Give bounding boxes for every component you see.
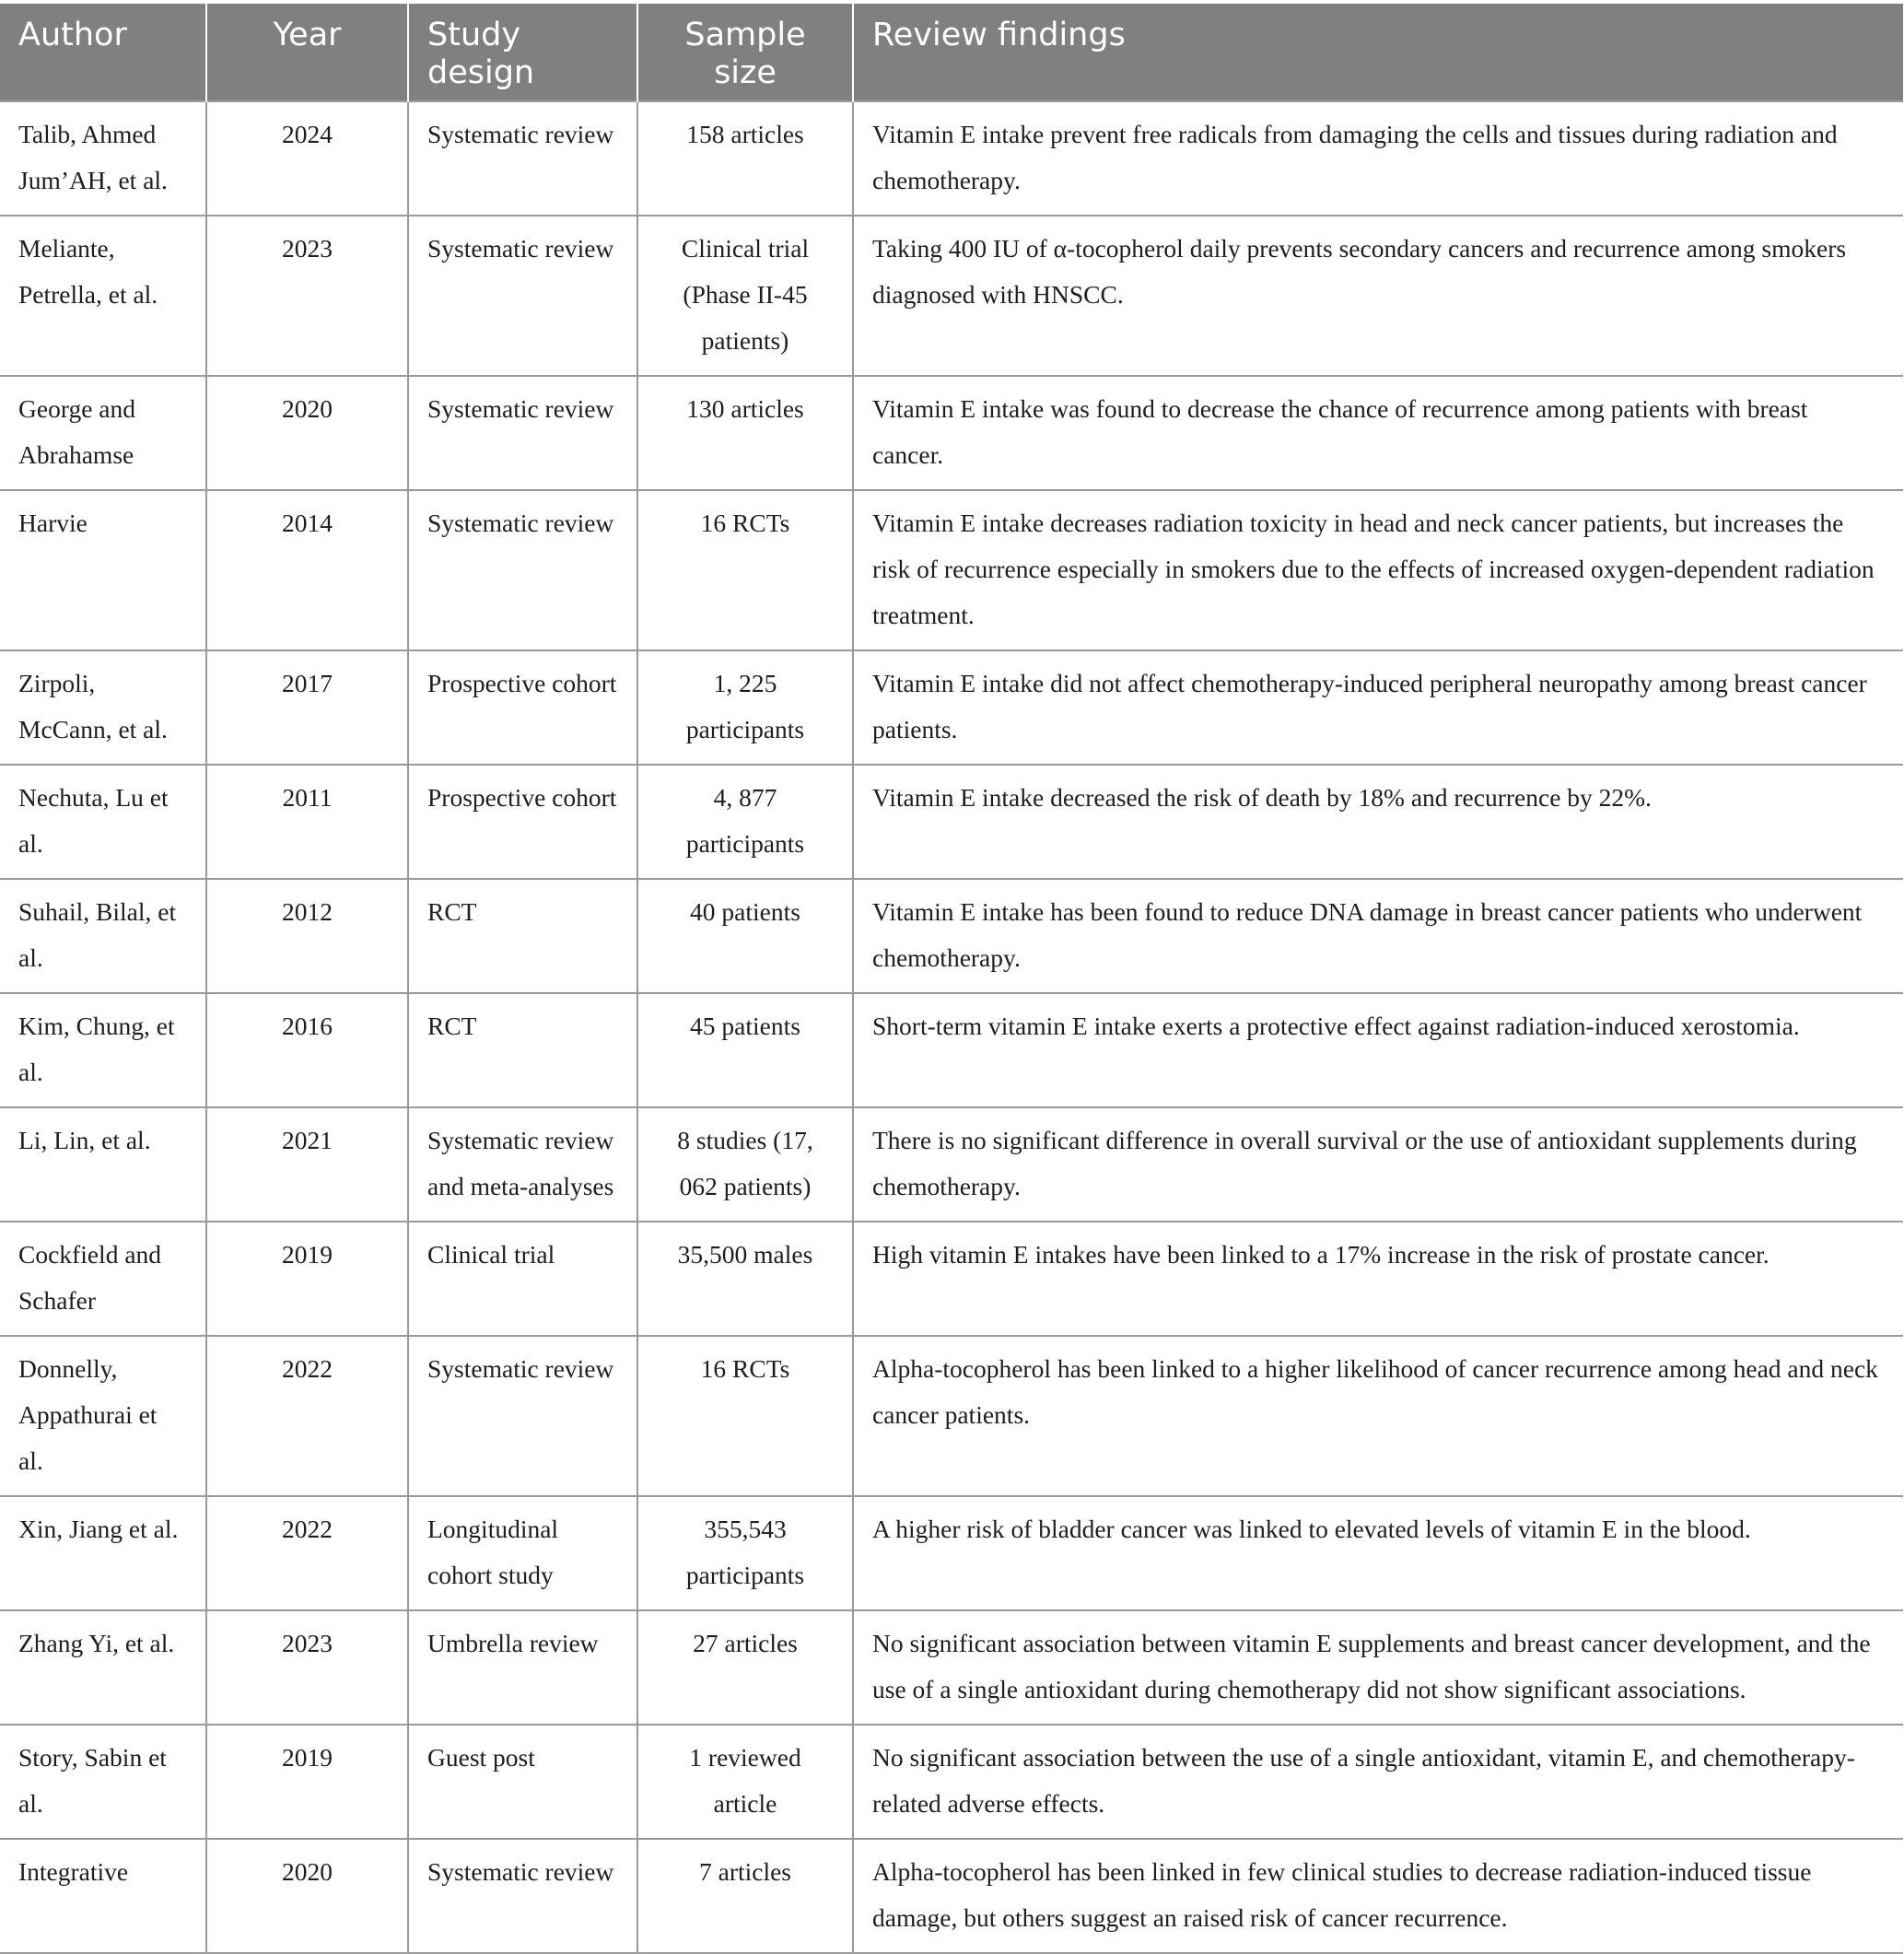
cell-year: 2023 (206, 1610, 408, 1725)
cell-review-findings: Vitamin E intake has been found to reduce DNA damage in breast cancer patients who underwent chemotherapy. (853, 879, 1903, 993)
table-row (0, 1336, 1903, 1496)
table-row (0, 1222, 1903, 1336)
cell-sample-size: 355,543 participants (637, 1496, 853, 1610)
cell-study-design: Systematic review (408, 101, 637, 216)
header-author: Author (0, 4, 206, 101)
cell-study-design: Systematic review (408, 216, 637, 376)
cell-author: George and Abrahamse (0, 376, 206, 490)
cell-review-findings: Vitamin E intake prevent free radicals from damaging the cells and tissues during radiation and chemotherapy. (853, 101, 1903, 216)
table-row (0, 490, 1903, 650)
cell-review-findings: Vitamin E intake did not affect chemotherapy-induced peripheral neuropathy among breast cancer patients. (853, 650, 1903, 765)
cell-review-findings: Alpha-tocopherol has been linked to a higher likelihood of cancer recurrence among head and neck cancer patients. (853, 1336, 1903, 1496)
review-table (0, 4, 1903, 1954)
cell-sample-size: 35,500 males (637, 1222, 853, 1336)
cell-sample-size: 130 articles (637, 376, 853, 490)
cell-year: 2023 (206, 216, 408, 376)
cell-year: 2016 (206, 993, 408, 1107)
cell-year: 2020 (206, 1839, 408, 1953)
cell-study-design: Umbrella review (408, 1610, 637, 1725)
header-review-findings: Review findings (853, 4, 1903, 101)
cell-sample-size: 1 reviewed article (637, 1725, 853, 1839)
cell-review-findings: High vitamin E intakes have been linked to a 17% increase in the risk of prostate cancer. (853, 1222, 1903, 1336)
cell-review-findings: No significant association between vitamin E supplements and breast cancer development, and the use of a single antioxidant during chemotherapy did not show significant associations. (853, 1610, 1903, 1725)
cell-year: 2022 (206, 1496, 408, 1610)
header-row (0, 4, 1903, 101)
cell-review-findings: No significant association between the use of a single antioxidant, vitamin E, and chemotherapy-related adverse effects. (853, 1725, 1903, 1839)
header-study-design: Study design (408, 4, 637, 101)
cell-study-design: Prospective cohort (408, 650, 637, 765)
cell-author: Harvie (0, 490, 206, 650)
cell-sample-size: 45 patients (637, 993, 853, 1107)
cell-author: Kim, Chung, et al. (0, 993, 206, 1107)
cell-author: Donnelly, Appathurai et al. (0, 1336, 206, 1496)
table-row (0, 993, 1903, 1107)
cell-review-findings: A higher risk of bladder cancer was linked to elevated levels of vitamin E in the blood. (853, 1496, 1903, 1610)
cell-author: Li, Lin, et al. (0, 1107, 206, 1222)
cell-year: 2011 (206, 765, 408, 879)
cell-study-design: Systematic review (408, 376, 637, 490)
cell-study-design: Longitudinal cohort study (408, 1496, 637, 1610)
table-row (0, 101, 1903, 216)
cell-study-design: RCT (408, 993, 637, 1107)
cell-review-findings: Vitamin E intake was found to decrease the chance of recurrence among patients with breast cancer. (853, 376, 1903, 490)
cell-review-findings: Vitamin E intake decreased the risk of death by 18% and recurrence by 22%. (853, 765, 1903, 879)
cell-author: Meliante, Petrella, et al. (0, 216, 206, 376)
cell-sample-size: Clinical trial (Phase II-45 patients) (637, 216, 853, 376)
cell-year: 2020 (206, 376, 408, 490)
review-table-container (0, 4, 1904, 1954)
cell-author: Zhang Yi, et al. (0, 1610, 206, 1725)
table-row (0, 376, 1903, 490)
cell-sample-size: 40 patients (637, 879, 853, 993)
cell-author: Suhail, Bilal, et al. (0, 879, 206, 993)
cell-study-design: Systematic review (408, 1839, 637, 1953)
cell-sample-size: 16 RCTs (637, 1336, 853, 1496)
header-year: Year (206, 4, 408, 101)
cell-sample-size: 7 articles (637, 1839, 853, 1953)
cell-review-findings: Short-term vitamin E intake exerts a protective effect against radiation-induced xerostomia. (853, 993, 1903, 1107)
cell-study-design: Clinical trial (408, 1222, 637, 1336)
cell-year: 2019 (206, 1725, 408, 1839)
table-row (0, 1725, 1903, 1839)
cell-sample-size: 27 articles (637, 1610, 853, 1725)
cell-author: Zirpoli, McCann, et al. (0, 650, 206, 765)
cell-sample-size: 158 articles (637, 101, 853, 216)
cell-author: Cockfield and Schafer (0, 1222, 206, 1336)
cell-study-design: Prospective cohort (408, 765, 637, 879)
table-row (0, 216, 1903, 376)
cell-sample-size: 16 RCTs (637, 490, 853, 650)
cell-year: 2022 (206, 1336, 408, 1496)
table-row (0, 1610, 1903, 1725)
cell-year: 2021 (206, 1107, 408, 1222)
cell-study-design: RCT (408, 879, 637, 993)
cell-author: Nechuta, Lu et al. (0, 765, 206, 879)
cell-year: 2017 (206, 650, 408, 765)
cell-author: Story, Sabin et al. (0, 1725, 206, 1839)
cell-sample-size: 1, 225 participants (637, 650, 853, 765)
cell-year: 2012 (206, 879, 408, 993)
cell-study-design: Systematic review (408, 490, 637, 650)
table-row (0, 1839, 1903, 1953)
cell-sample-size: 8 studies (17, 062 patients) (637, 1107, 853, 1222)
cell-author: Talib, Ahmed Jum’AH, et al. (0, 101, 206, 216)
cell-author: Xin, Jiang et al. (0, 1496, 206, 1610)
cell-study-design: Systematic review (408, 1336, 637, 1496)
table-row (0, 1107, 1903, 1222)
table-body (0, 101, 1903, 1953)
cell-review-findings: There is no significant difference in overall survival or the use of antioxidant supplements during chemotherapy. (853, 1107, 1903, 1222)
cell-year: 2014 (206, 490, 408, 650)
cell-study-design: Guest post (408, 1725, 637, 1839)
cell-sample-size: 4, 877 participants (637, 765, 853, 879)
cell-review-findings: Alpha-tocopherol has been linked in few clinical studies to decrease radiation-induced tissue damage, but others suggest an raised risk of cancer recurrence. (853, 1839, 1903, 1953)
cell-year: 2019 (206, 1222, 408, 1336)
table-header (0, 4, 1903, 101)
table-row (0, 879, 1903, 993)
cell-year: 2024 (206, 101, 408, 216)
table-row (0, 650, 1903, 765)
header-sample-size: Sample size (637, 4, 853, 101)
table-row (0, 1496, 1903, 1610)
cell-review-findings: Taking 400 IU of α-tocopherol daily prevents secondary cancers and recurrence among smokers diagnosed with HNSCC. (853, 216, 1903, 376)
cell-review-findings: Vitamin E intake decreases radiation toxicity in head and neck cancer patients, but increases the risk of recurrence especially in smokers due to the effects of increased oxygen-dependent radiation treatment. (853, 490, 1903, 650)
table-row (0, 765, 1903, 879)
cell-study-design: Systematic review and meta-analyses (408, 1107, 637, 1222)
cell-author: Integrative (0, 1839, 206, 1953)
